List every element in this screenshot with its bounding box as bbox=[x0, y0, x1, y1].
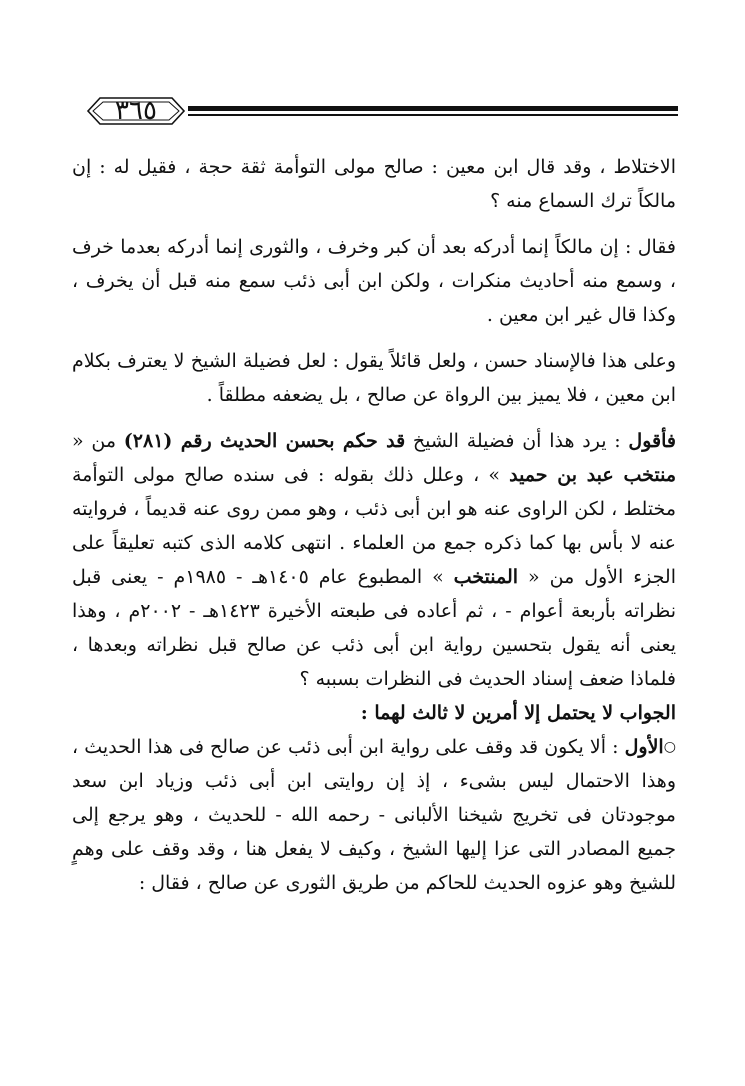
header-rule-thin bbox=[188, 114, 678, 116]
paragraph-4-text-1: : يرد هذا أن فضيلة الشيخ bbox=[405, 430, 629, 452]
paragraph-6 bbox=[72, 730, 676, 900]
paragraph-4-text-3: » ، وعلل ذلك بقوله : فى سنده صالح مولى التوأمة مختلط ، لكن الراوى عنه هو ابن أبى ذئب ، وهو ممن روى عنه قديماً ، فروايته عنه لا بأس بها كما ذكره جمع من العلماء . انتهى كلامه الذى كتبه تعليقاً على الجزء الأول من « bbox=[72, 464, 676, 588]
paragraph-1: الاختلاط ، وقد قال ابن معين : صالح مولى التوأمة ثقة حجة ، فقيل له : إن مالكاً ترك السماع منه ؟ bbox=[72, 156, 676, 212]
page-header bbox=[84, 90, 678, 134]
paragraph-4-bold-1: قد حكم بحسن الحديث رقم (٢٨١) bbox=[123, 430, 406, 452]
circle-bullet-icon: ○ bbox=[663, 739, 677, 755]
answer-heading: الجواب لا يحتمل إلا أمرين لا ثالث لهما : bbox=[360, 702, 676, 724]
paragraph-6-text: : ألا يكون قد وقف على رواية ابن أبى ذئب عن صالح فى هذا الحديث ، وهذا الاحتمال ليس بشىء ، إذ إن روايتى ابن أبى ذئب وزياد ابن سعد موجودتان فى تخريج شيخنا الألبانى - رحمه الله - للحديث ، وهو يرجع إلى جميع المصادر التى عزا إليها الشيخ ، وكيف لا يفعل هنا ، وقد وقف على وهمٍ للشيخ وهو عزوه الحديث للحاكم من طريق الثورى عن صالح ، فقال : bbox=[72, 736, 676, 894]
paragraph-2: فقال : إن مالكاً إنما أدركه بعد أن كبر وخرف ، والثورى إنما أدركه بعدما خرف ، وسمع منه أحاديث منكرات ، ولكن ابن أبى ذئب سمع منه قبل أن يخرف ، وكذا قال غير ابن معين . bbox=[72, 236, 676, 326]
paragraph-4-lead: فأقول bbox=[628, 430, 676, 452]
paragraph-4 bbox=[72, 424, 676, 696]
page-number-badge bbox=[84, 92, 188, 130]
paragraph-3: وعلى هذا فالإسناد حسن ، ولعل قائلاً يقول : لعل فضيلة الشيخ لا يعترف بكلام ابن معين ، فلا يميز بين الرواة عن صالح ، بل يضعفه مطلقاً . bbox=[72, 350, 676, 406]
paragraph-4-book-short-title: المنتخب bbox=[453, 566, 519, 588]
header-rule-thick bbox=[188, 106, 678, 111]
paragraph-4-book-title: منتخب عبد بن حميد bbox=[509, 464, 677, 486]
paragraph-6-lead: الأول bbox=[624, 736, 664, 758]
paragraph-4-text-4: » المطبوع عام ١٤٠٥هـ - ١٩٨٥م - يعنى قبل نظراته بأربعة أعوام - ، ثم أعاده فى طبعته الأخيرة ١٤٢٣هـ - ٢٠٠٢م ، وهذا يعنى أنه يقول بتحسين رواية ابن أبى ذئب عن صالح قبل نظراته وبعدها ، فلماذا ضعف إسناد الحديث فى النظرات بسببه ؟ bbox=[72, 566, 677, 690]
paragraph-4-text-2: من « bbox=[72, 430, 124, 452]
page-number: ٣٦٥ bbox=[115, 96, 157, 126]
page-body bbox=[72, 150, 676, 900]
